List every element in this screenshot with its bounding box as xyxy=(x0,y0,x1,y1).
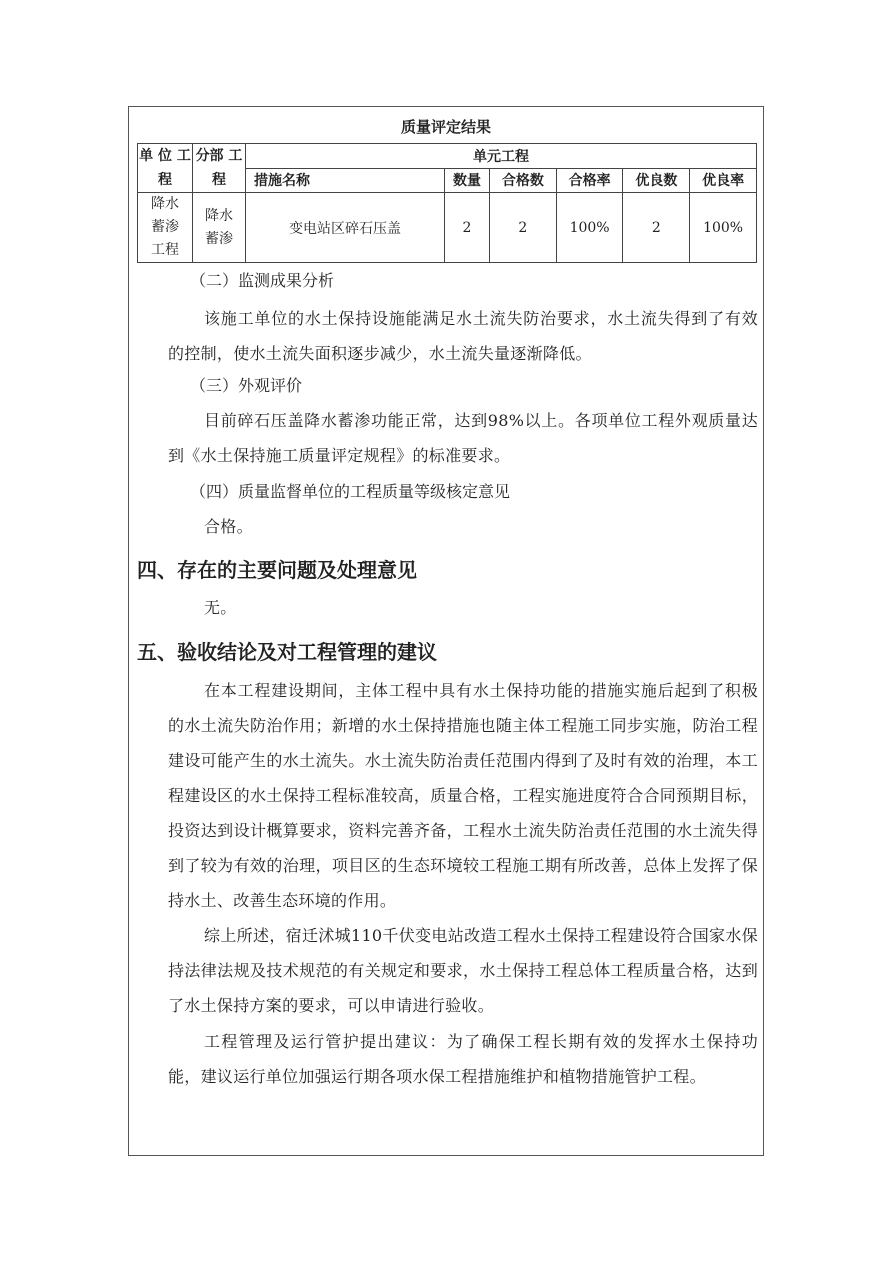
section-3-text: 目前碎石压盖降水蓄渗功能正常，达到98%以上。各项单位工程外观质量达到《水土保持施工质量评定规程》的标准要求。 xyxy=(168,411,758,465)
conclusion-paragraph-1: 在本工程建设期间，主体工程中具有水土保持功能的措施实施后起到了积极的水土流失防治作用；新增的水土保持措施也随主体工程施工同步实施，防治工程建设可能产生的水土流失。水土流失防治责任范围内得到了及时有效的治理，本工程建设区的水土保持工程标准较高，质量合格，工程实施进度符合合同预期目标，投资达到设计概算要求，资料完善齐备，工程水土流失防治责任范围的水土流失得到了较为有效的治理，项目区的生态环境较工程施工期有所改善，总体上发挥了保持水土、改善生态环境的作用。 xyxy=(168,681,758,910)
cell-name: 变电站区碎石压盖 xyxy=(246,193,445,263)
quality-table xyxy=(137,143,757,263)
col-good-rate: 优良率 xyxy=(690,168,757,193)
section-4-title: （四）质量监督单位的工程质量等级核定意见 xyxy=(190,482,511,501)
section-2-text: 该施工单位的水土保持设施能满足水土流失防治要求，水土流失得到了有效的控制，使水土流失面积逐步减少，水土流失量逐渐降低。 xyxy=(168,309,758,363)
heading-5: 五、验收结论及对工程管理的建议 xyxy=(137,640,437,664)
cell-pass: 2 xyxy=(490,193,557,263)
col-pass: 合格数 xyxy=(490,168,557,193)
section-2-title: （二）监测成果分析 xyxy=(190,271,335,290)
conclusion-paragraph-3: 工程管理及运行管护提出建议：为了确保工程长期有效的发挥水土保持功能，建议运行单位加强运行期各项水保工程措施维护和植物措施管护工程。 xyxy=(168,1032,758,1086)
header-unit: 单 位 工程 xyxy=(138,144,193,193)
header-part: 分部 工程 xyxy=(193,144,246,193)
cell-count: 2 xyxy=(445,193,490,263)
section-4-text: 合格。 xyxy=(204,517,253,536)
table-row xyxy=(138,193,757,263)
heading-4-text: 无。 xyxy=(204,598,237,617)
cell-good-rate: 100% xyxy=(690,193,757,263)
col-pass-rate: 合格率 xyxy=(556,168,623,193)
header-element: 单元工程 xyxy=(246,144,757,169)
heading-4: 四、存在的主要问题及处理意见 xyxy=(137,558,417,582)
col-good: 优良数 xyxy=(623,168,690,193)
cell-unit: 降水蓄渗工程 xyxy=(138,193,193,263)
col-name: 措施名称 xyxy=(246,168,445,193)
conclusion-paragraph-2: 综上所述，宿迁沭城110千伏变电站改造工程水土保持工程建设符合国家水保持法律法规及技术规范的有关规定和要求，水土保持工程总体工程质量合格，达到了水土保持方案的要求，可以申请进行验收。 xyxy=(168,926,758,1015)
section-3-title: （三）外观评价 xyxy=(190,376,303,395)
col-count: 数量 xyxy=(445,168,490,193)
cell-good: 2 xyxy=(623,193,690,263)
cell-part: 降水蓄渗 xyxy=(193,193,246,263)
table-title: 质量评定结果 xyxy=(400,118,491,136)
cell-pass-rate: 100% xyxy=(556,193,623,263)
